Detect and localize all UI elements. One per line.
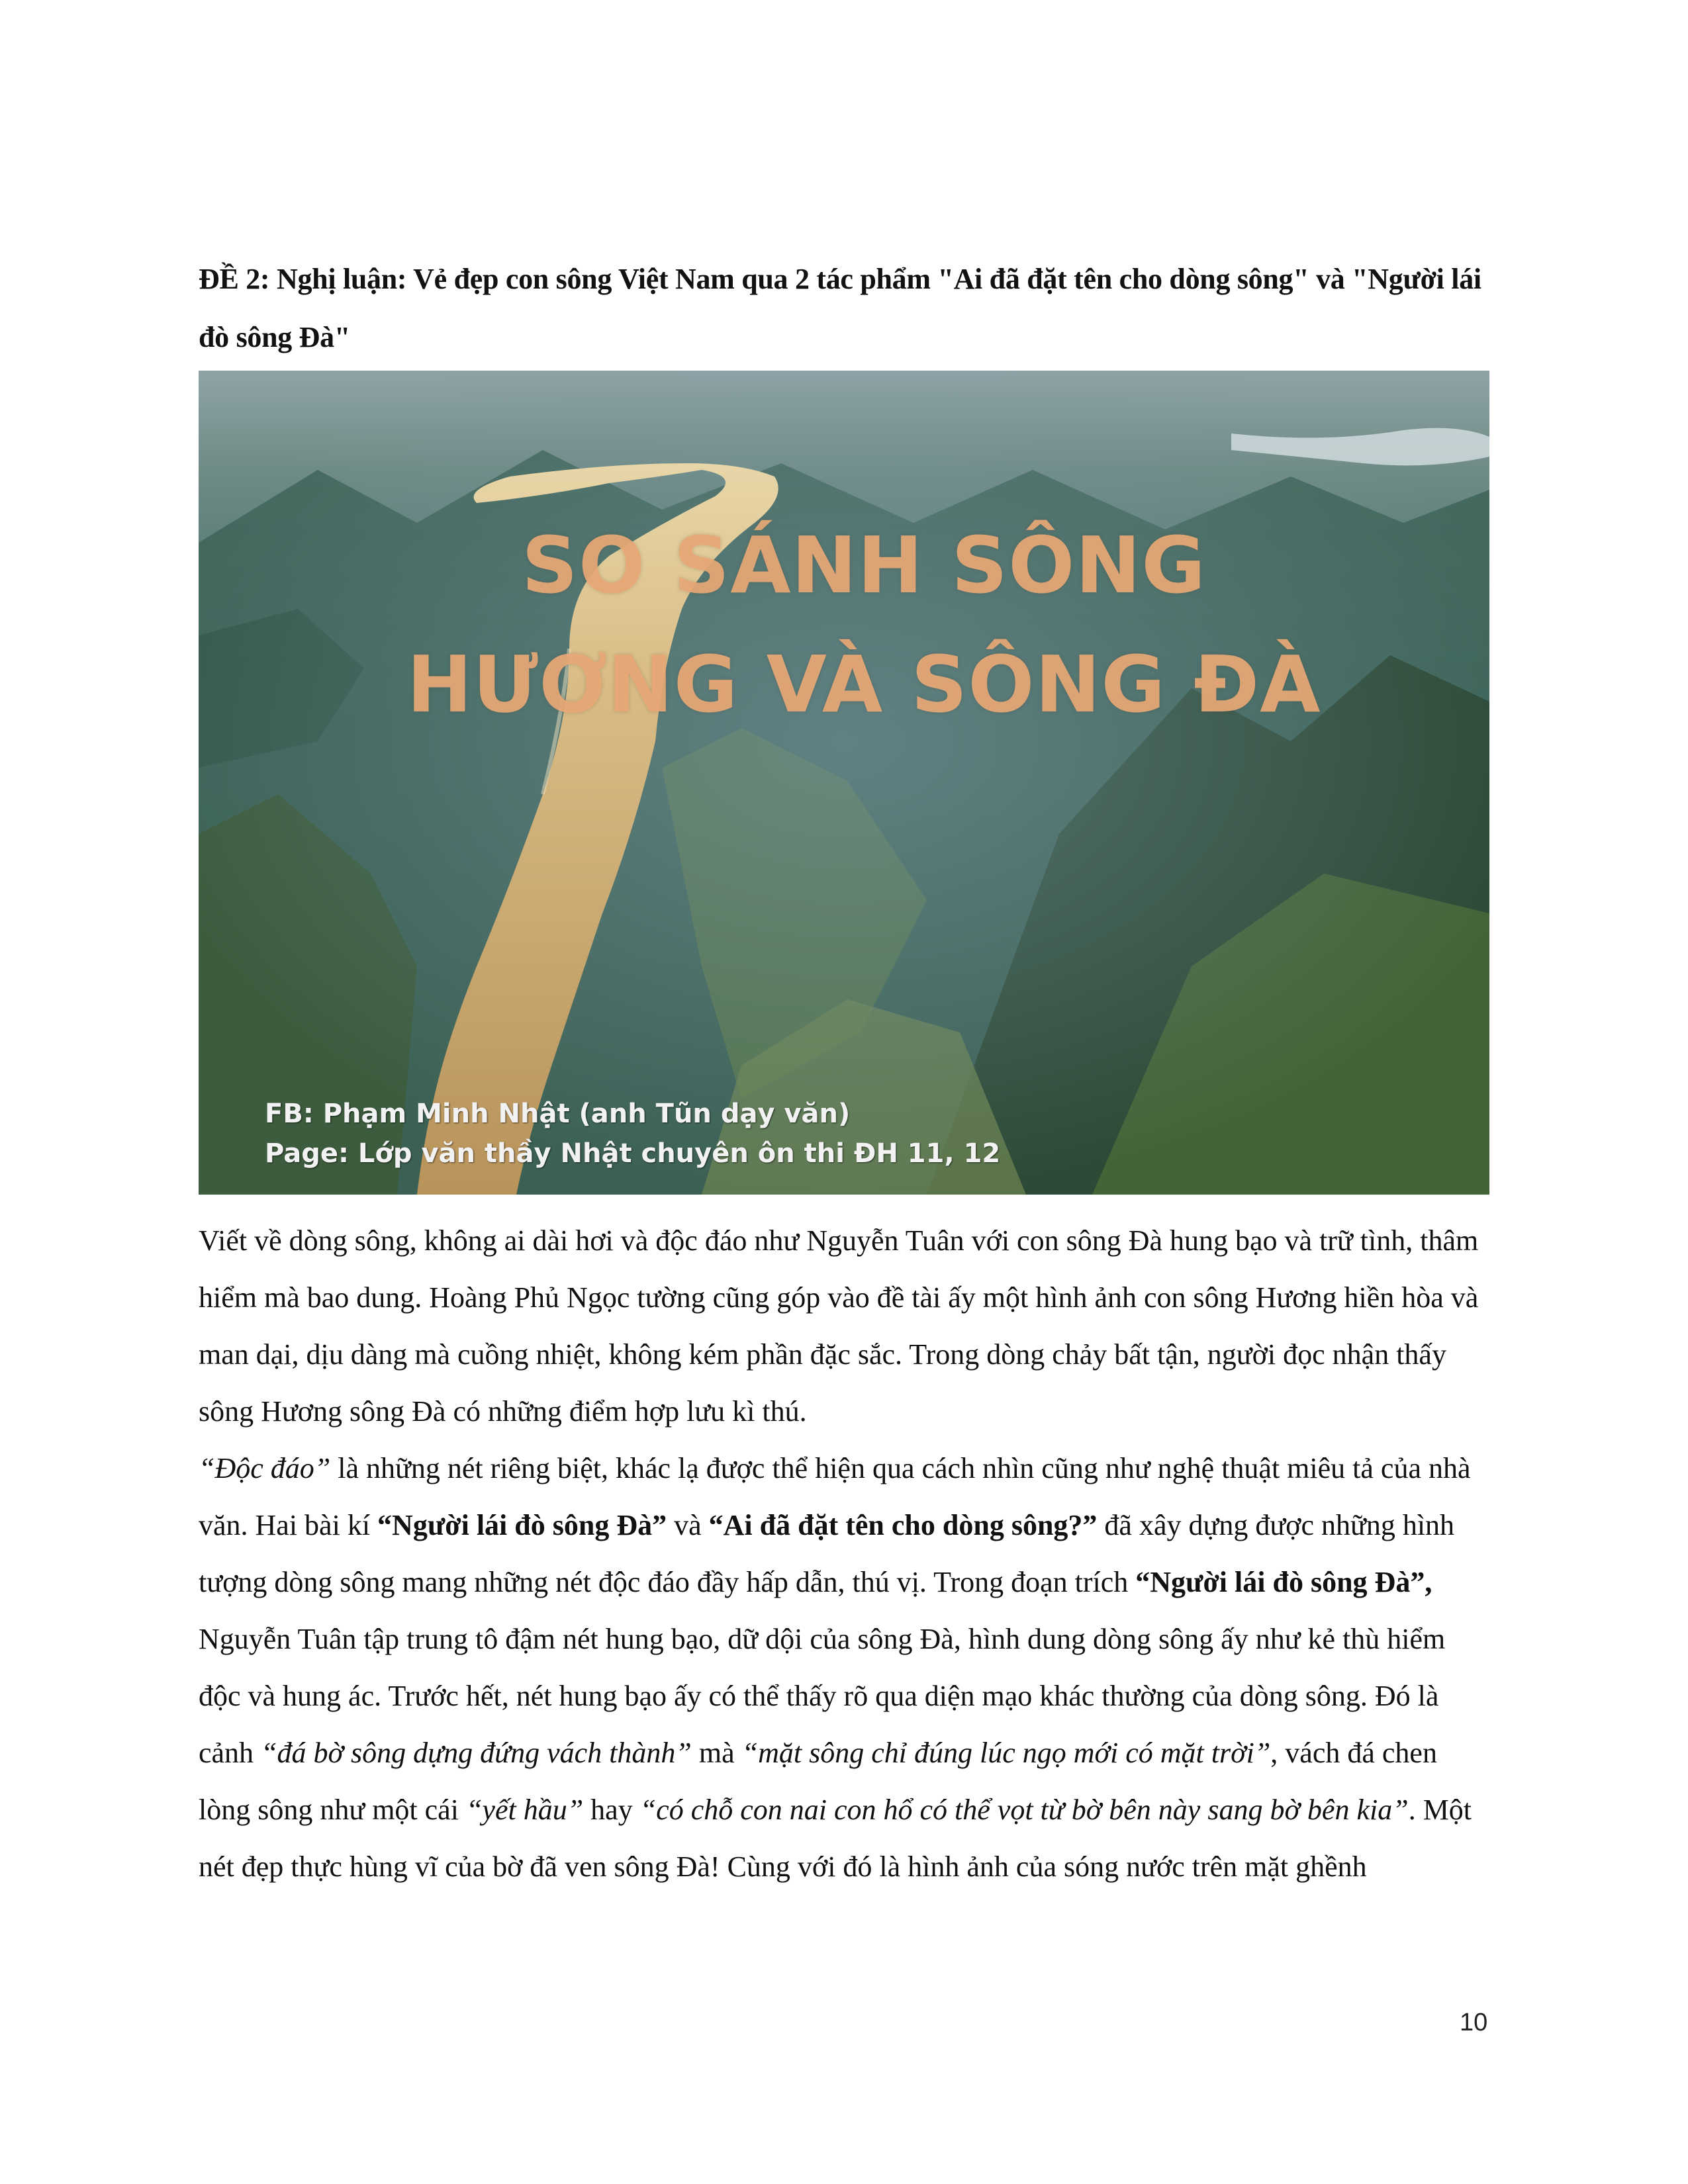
italic-quote: “đá bờ sông dựng đứng vách thành” bbox=[261, 1737, 692, 1769]
text-segment: . Một nét đẹp thực hùng vĩ của bờ đã ven sông Đà! Cùng với đó là hình ảnh của sóng nước trên mặt ghềnh bbox=[199, 1794, 1472, 1883]
text-segment: , vách đá chen lòng sông như một cái bbox=[199, 1737, 1437, 1826]
text-segment: là những nét riêng biệt, khác lạ được thể hiện qua cách nhìn cũng như nghệ thuật miêu tả của nhà văn. Hai bài kí bbox=[199, 1452, 1471, 1541]
bold-title: “Người lái đò sông Đà” bbox=[377, 1509, 667, 1541]
page-number: 10 bbox=[1460, 2009, 1488, 2036]
image-title-line-2: HƯƠNG VÀ SÔNG ĐÀ bbox=[406, 639, 1321, 730]
bold-title: “Người lái đò sông Đà”, bbox=[1135, 1566, 1432, 1598]
heading-line-2: đò sông Đà" bbox=[199, 321, 350, 353]
text-segment: đã xây dựng được những hình tượng dòng sông mang những nét độc đáo đầy hấp dẫn, thú vị. Trong đoạn trích bbox=[199, 1509, 1455, 1598]
italic-quote: “yết hầu” bbox=[465, 1794, 584, 1826]
image-title-line-1: SO SÁNH SÔNG bbox=[521, 520, 1207, 611]
italic-quote: “Độc đáo” bbox=[199, 1452, 331, 1484]
page-heading bbox=[199, 250, 1496, 367]
bold-title: “Ai đã đặt tên cho dòng sông?” bbox=[708, 1509, 1098, 1541]
heading-line-1: ĐỀ 2: Nghị luận: Vẻ đẹp con sông Việt Nam qua 2 tác phẩm "Ai đã đặt tên cho dòng sông" và "Người lái bbox=[199, 263, 1481, 295]
italic-quote: “có chỗ con nai con hổ có thể vọt từ bờ bên này sang bờ bên kia” bbox=[639, 1794, 1409, 1826]
body-paragraph bbox=[199, 1212, 1493, 1895]
image-credit-line-1: FB: Phạm Minh Nhật (anh Tũn dạy văn) bbox=[265, 1099, 851, 1129]
text-segment: Nguyễn Tuân tập trung tô đậm nét hung bạo, dữ dội của sông Đà, hình dung dòng sông ấy như kẻ thù hiểm độc và hung ác. Trước hết, nét hung bạo ấy có thể thấy rõ qua diện mạo khác thường của dòng sông. Đó là cảnh bbox=[199, 1623, 1446, 1769]
aerial-landscape-image bbox=[199, 371, 1489, 1195]
image-credit-line-2: Page: Lớp văn thầy Nhật chuyên ôn thi ĐH 11, 12 bbox=[265, 1138, 1001, 1169]
text-segment: mà bbox=[691, 1737, 742, 1769]
text-segment: Viết về dòng sông, không ai dài hơi và độc đáo như Nguyễn Tuân với con sông Đà hung bạo và trữ tình, thâm hiểm mà bao dung. Hoàng Phủ Ngọc tường cũng góp vào đề tài ấy một hình ảnh con sông Hương hiền hòa và man dại, dịu dàng mà cuồng nhiệt, không kém phần đặc sắc. Trong dòng chảy bất tận, người đọc nhận thấy sông Hương sông Đà có những điểm hợp lưu kì thú. bbox=[199, 1224, 1479, 1428]
river-photo bbox=[199, 371, 1489, 1195]
text-segment: và bbox=[667, 1509, 709, 1541]
text-segment: hay bbox=[583, 1794, 640, 1826]
italic-quote: “mặt sông chỉ đúng lúc ngọ mới có mặt trời” bbox=[741, 1737, 1271, 1769]
